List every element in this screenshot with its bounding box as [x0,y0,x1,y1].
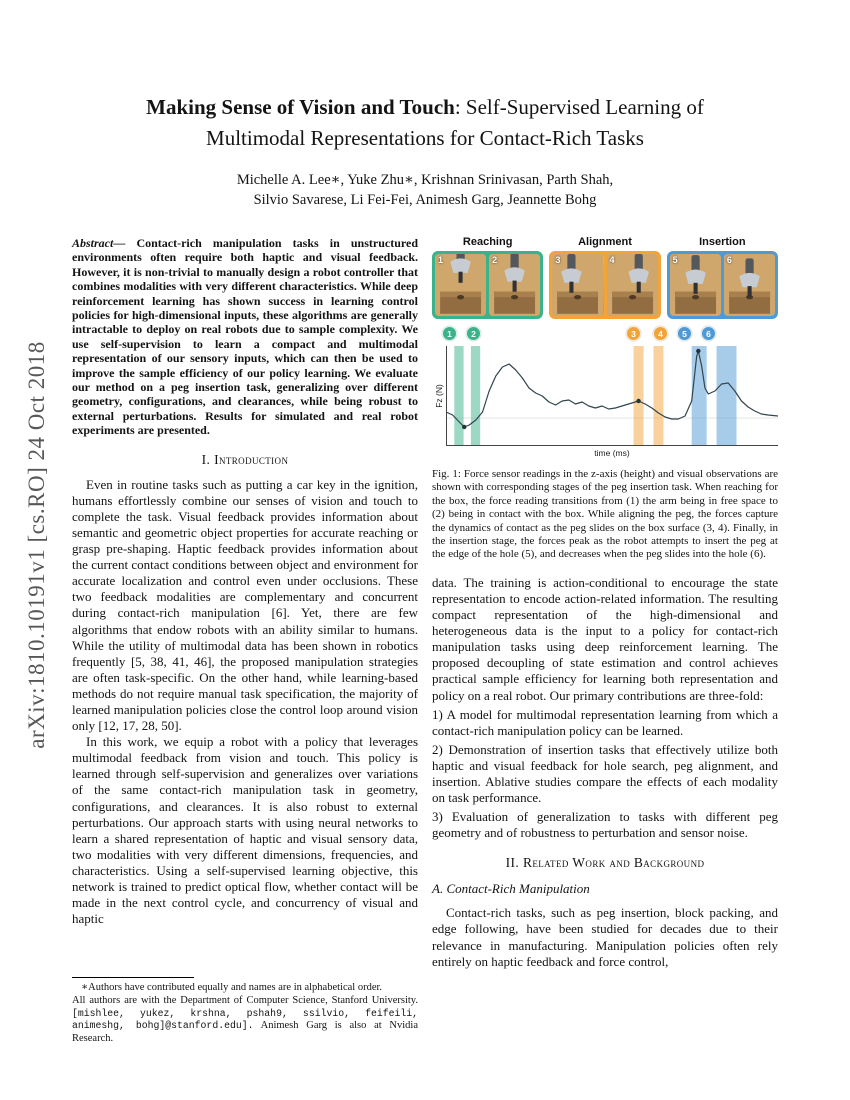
title-line-1 [72,92,778,123]
tile-number: 5 [672,255,678,265]
author-list [72,170,778,210]
tile-number: 1 [438,255,444,265]
footnote-nvidia-note: Animesh Garg is also at Nvidia Research. [72,1020,418,1045]
authors-line-2: Silvio Savarese, Li Fei-Fei, Animesh Garg, Jeannette Bohg [253,192,597,208]
stage-alignment [549,236,660,319]
robot-tile-1 [435,254,486,316]
footnote-affiliation-text: All authors are with the Department of Computer Science, Stanford University. [72,994,418,1006]
robot-tile-5 [670,254,721,316]
stage-reaching-label: Reaching [462,236,513,248]
stage-insertion [667,236,778,319]
footnote [72,977,418,1046]
stage-marker-circle-6: 6 [701,326,716,341]
abstract [72,236,418,438]
stage-marker-circle-4: 4 [653,326,668,341]
title-line-1-bold: Making Sense of Vision and Touch [146,95,455,119]
force-plot-ylabel: Fz (N) [434,384,445,408]
figure-1 [432,236,778,458]
robot-tile-2 [489,254,540,316]
force-plot [432,346,778,446]
footnote-rule [72,977,194,978]
stage-alignment-panel [549,251,660,319]
tile-number: 4 [609,255,615,265]
stage-marker-row [432,326,778,341]
contribution-3: 3) Evaluation of generalization to tasks with different peg geometry and of robustness to perturbation and sensor noise. [432,809,778,841]
two-column-body [72,236,778,1046]
footnote-equal-contribution: ∗Authors have contributed equally and names are in alphabetical order. [81,982,383,994]
stage-insertion-panel [667,251,778,319]
force-plot-svg [446,346,778,446]
tile-number: 2 [492,255,498,265]
caption-label: Fig. 1: [432,468,461,480]
stage-marker-circle-5: 5 [677,326,692,341]
title-line-1-rest: : Self-Supervised Learning of [454,95,704,119]
abstract-text: Contact-rich manipulation tasks in unstructured environments often require both haptic and visual feedback. However, it is non-trivial to manually design a robot controller that combines modalities with very different characteristics. While deep reinforcement learning has shown success in learning control policies for high-dimensional inputs, these algorithms are generally intractable to deploy on real robots due to sample complexity. We use self-supervision to learn a compact and multimodal representation of our sensory inputs, which can then be used to improve the sample efficiency of our policy learning. We evaluate our method on a peg insertion task, generalizing over different geometry, configurations, and clearances, while being robust to external perturbations. Results for simulated and real robot experiments are presented. [72,236,419,438]
arxiv-watermark: arXiv:1810.10191v1 [cs.RO] 24 Oct 2018 [24,341,49,749]
footnote-email-list: [mishlee, yukez, krshna, pshah9, ssilvio, feifeili, animeshg, bohg]@stanford.edu]. [72,1007,418,1032]
section-heading-related-work: II. Related Work and Background [505,855,705,871]
footnote-affiliation [72,995,418,1046]
stage-insertion-label: Insertion [699,236,746,248]
stage-marker-circle-1: 1 [442,326,457,341]
intro-paragraph-1: Even in routine tasks such as putting a car key in the ignition, humans effortlessly combine our senses of vision and touch to complete the task. Visual feedback provides information about semantic and geometric object properties for accurate reaching or grasp pre-shaping. Haptic feedback provides information about the current contact conditions between object and environment for accurate localization and control even under occlusions. These two feedback modalities are complementary and concurrent during contact-rich manipulation [6]. Yet, there are few algorithms that endow robots with an ability similar to humans. While the utility of multimodal data has been shown in robotics frequently [5, 38, 41, 46], the proposed manipulation strategies are often task-specific. On the other hand, while learning-based methods do not require manual task specification, the majority of learned manipulation policies close the control loop around vision only [12, 17, 28, 50]. [72,476,418,734]
abstract-label: Abstract— [72,236,126,250]
figure-stage-panels [432,236,778,319]
authors-line-1: Michelle A. Lee∗, Yuke Zhu∗, Krishnan Srinivasan, Parth Shah, [236,172,614,188]
left-column [72,236,418,1046]
contribution-2: 2) Demonstration of insertion tasks that effectively utilize both haptic and visual feedback for hole search, peg alignment, and insertion. Ablative studies compare the effects of each modality on task performance. [432,741,778,806]
stage-reaching-panel [432,251,543,319]
force-plot-xlabel: time (ms) [594,448,630,458]
stage-marker-circle-3: 3 [626,326,641,341]
robot-tile-3 [552,254,603,316]
related-paragraph-1: Contact-rich tasks, such as peg insertion, block packing, and edge following, have been studied for decades due to their relevance in manufacturing. Manipulation policies often rely entirely on haptic feedback and force control, [432,905,778,969]
paper-title [72,92,778,154]
section-heading-introduction: I. Introduction [201,451,289,467]
tile-number: 6 [726,255,732,265]
contribution-1: 1) A model for multimodal representation learning from which a contact-rich manipulation policy can be learned. [432,706,778,738]
body-paragraph-data: data. The training is action-conditional to encourage the state representation to encode action-related information. The resulting compact representation of the high-dimensional and heterogeneous data is the input to a policy for contact-rich manipulation tasks using deep reinforcement learning. The proposed decoupling of state estimation and control achieves practical sample efficiency for learning both representation and policy on a real robot. Our primary contributions are three-fold: [432,574,778,703]
stage-reaching [432,236,543,319]
figure-caption [432,468,778,562]
tile-number: 3 [555,255,561,265]
robot-tile-6 [724,254,775,316]
robot-tile-4 [607,254,658,316]
intro-paragraph-2: In this work, we equip a robot with a policy that leverages multimodal feedback from vision and touch. This policy is learned through self-supervision and generalizes over variations of the same contact-rich manipulation task in geometry, configurations, and clearances. It is also robust to external perturbations. Our approach starts with using neural networks to learn a shared representation of haptic and visual sensory data, two modalities with very different dimensions, frequencies, and characteristics. Using a self-supervised learning objective, this network is trained to predict optical flow, whether contact will be made in the next control cycle, and concurrency of visual and haptic [72,734,418,927]
right-column [432,236,778,970]
title-line-2: Multimodal Representations for Contact-Rich Tasks [206,126,644,150]
caption-text: Force sensor readings in the z-axis (height) and visual observations are shown with corresponding stages of the peg insertion task. When reaching for the box, the force reading transitions from (1) the arm being in free space to (2) being in contact with the box. While aligning the peg, the forces capture the dynamics of contact as the peg slides on the box surface (3, 4). Finally, in the insertion stage, the forces peak as the robot attempts to insert the peg at the edge of the hole (5), and decreases when the peg slides into the hole (6). [432,468,779,561]
stage-marker-circle-2: 2 [466,326,481,341]
stage-alignment-label: Alignment [578,236,632,248]
subsection-heading-contact-rich-manipulation: A. Contact-Rich Manipulation [432,881,590,897]
paper-content [72,0,778,1046]
